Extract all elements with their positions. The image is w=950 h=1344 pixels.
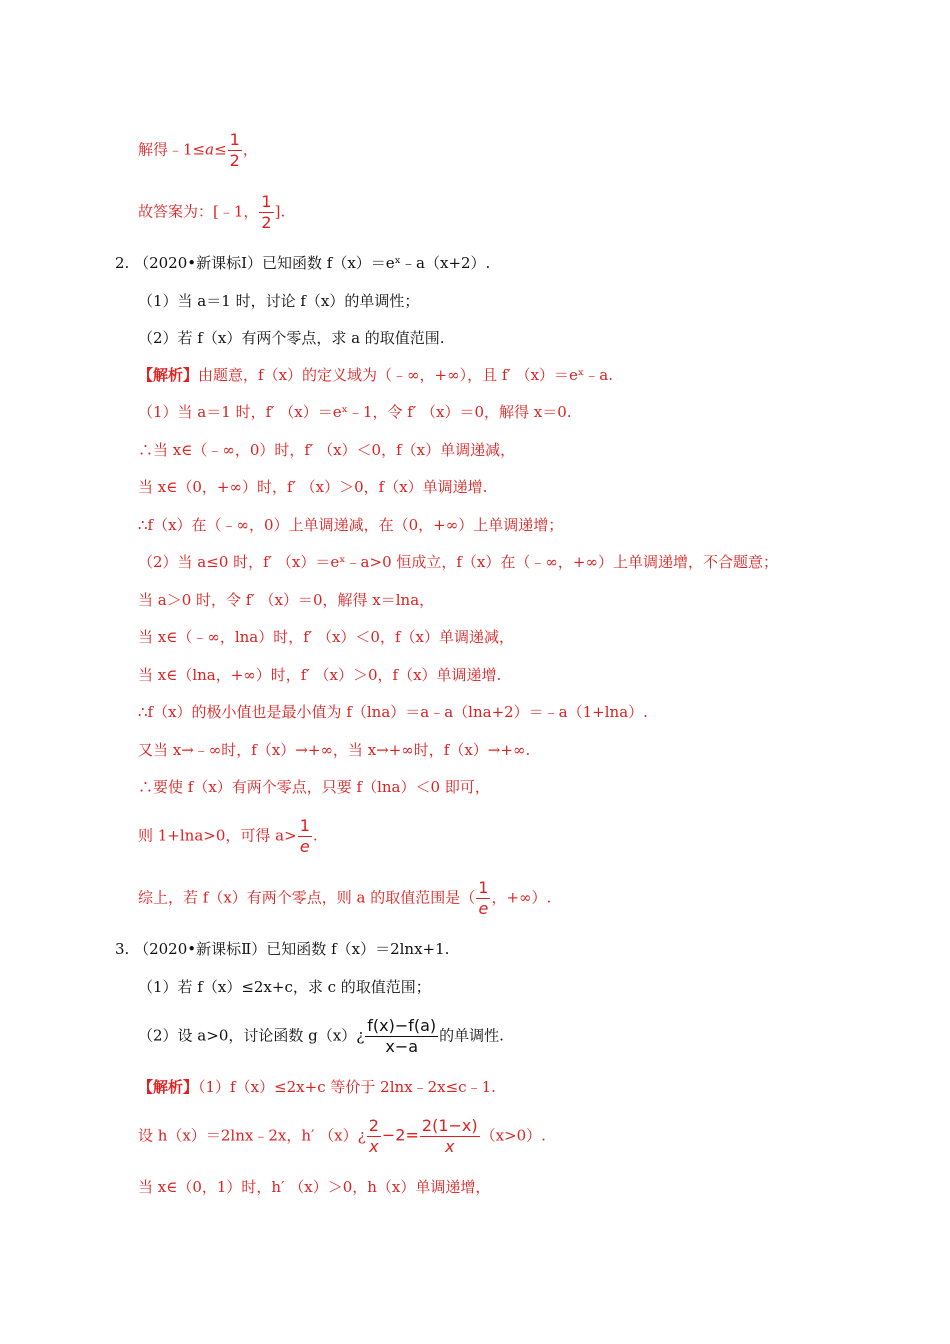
fraction xyxy=(476,878,490,919)
question-3-title: 3. （2020•新课标Ⅱ）已知函数 f（x）＝2lnx+1. xyxy=(115,940,450,958)
question-2-part-1: （1）当 a＝1 时，讨论 f（x）的单调性； xyxy=(138,292,420,310)
le-sign: ≤ xyxy=(214,140,227,159)
fraction xyxy=(298,816,312,857)
numerator: 2(1−x) xyxy=(421,1116,478,1135)
solution-line-14 xyxy=(138,878,551,919)
solution-tag: 【解析】 xyxy=(138,366,199,384)
solution-line-4: 当 x∈（0，+∞）时，f′ （x）＞0，f（x）单调递增. xyxy=(138,478,488,496)
text: ， xyxy=(242,140,258,159)
text: 的单调性. xyxy=(439,1026,504,1045)
text: （x>0）. xyxy=(480,1126,546,1145)
numerator: f(x)−f(a) xyxy=(367,1016,437,1035)
solution-3-line-3: 当 x∈（0，1）时，h′ （x）＞0，h（x）单调递增， xyxy=(138,1178,491,1196)
solution-line-6: （2）当 a≤0 时，f′ （x）＝eˣ﹣a>0 恒成立，f（x）在（﹣∞，+∞）上单调递增，不合题意； xyxy=(138,553,778,571)
solution-3-line-2 xyxy=(138,1116,546,1157)
denominator: 2 xyxy=(229,151,240,170)
text: 则 1+lna>0，可得 a> xyxy=(138,826,297,845)
denominator: e xyxy=(478,899,489,918)
text: 综上，若 f（x）有两个零点，则 a 的取值范围是（ xyxy=(138,888,476,907)
solution-line-12: ∴要使 f（x）有两个零点，只要 f（lna）＜0 即可， xyxy=(138,778,490,796)
denominator: x−a xyxy=(385,1037,419,1056)
text: （1）f（x）≤2x+c 等价于 2lnx﹣2x≤c﹣1. xyxy=(198,1078,496,1096)
denominator: e xyxy=(299,837,310,856)
text: 由题意，f（x）的定义域为（﹣∞，+∞），且 f′ （x）＝eˣ﹣a. xyxy=(198,366,613,384)
text: ]. xyxy=(274,202,286,221)
numerator: 1 xyxy=(261,192,272,211)
solution-line-2: （1）当 a＝1 时，f′ （x）＝eˣ﹣1，令 f′ （x）＝0，解得 x＝0. xyxy=(138,403,572,421)
fraction xyxy=(420,1116,480,1157)
fraction xyxy=(228,130,242,171)
numerator: 2 xyxy=(368,1116,379,1135)
text: （2）设 a>0，讨论函数 g（x）¿ xyxy=(138,1026,365,1045)
fraction xyxy=(367,1116,381,1157)
text: 解得﹣1≤ xyxy=(138,140,206,159)
var-a: a xyxy=(205,140,215,159)
numerator: 1 xyxy=(478,878,489,897)
solution-line-8: 当 x∈（﹣∞，lna）时，f′ （x）＜0，f（x）单调递减， xyxy=(138,628,514,646)
denominator: 2 xyxy=(261,213,272,232)
solution-tag: 【解析】 xyxy=(138,1078,199,1096)
solution-line-1 xyxy=(138,364,613,386)
question-2-title: 2. （2020•新课标Ⅰ）已知函数 f（x）＝eˣ﹣a（x+2）. xyxy=(115,254,491,272)
solution-3-line-1 xyxy=(138,1076,496,1098)
numerator: 1 xyxy=(229,130,240,149)
question-3-part-2 xyxy=(138,1016,504,1057)
fraction xyxy=(259,192,273,233)
text: 故答案为：[﹣1， xyxy=(138,202,259,221)
solution-line-9: 当 x∈（lna，+∞）时，f′ （x）＞0，f（x）单调递增. xyxy=(138,666,502,684)
solution-line-13 xyxy=(138,816,318,857)
solution-line-11: 又当 x→﹣∞时，f（x）→+∞，当 x→+∞时，f（x）→+∞. xyxy=(138,741,531,759)
fraction xyxy=(365,1016,438,1057)
denominator: x xyxy=(445,1137,455,1156)
question-2-part-2: （2）若 f（x）有两个零点，求 a 的取值范围. xyxy=(138,329,445,347)
text: 设 h（x）＝2lnx﹣2x，h′ （x）¿ xyxy=(138,1126,366,1145)
text: −2= xyxy=(381,1125,419,1145)
text: . xyxy=(312,826,318,845)
question-3-part-1: （1）若 f（x）≤2x+c，求 c 的取值范围； xyxy=(138,978,431,996)
solution-line-3: ∴当 x∈（﹣∞，0）时，f′ （x）＜0，f（x）单调递减， xyxy=(138,441,516,459)
solution-line-10: ∴f（x）的极小值也是最小值为 f（lna）＝a﹣a（lna+2）＝﹣a（1+lna）. xyxy=(138,703,648,721)
text: ，+∞）. xyxy=(491,888,552,907)
denominator: x xyxy=(369,1137,379,1156)
numerator: 1 xyxy=(299,816,310,835)
answer-line-1 xyxy=(138,130,258,171)
solution-line-7: 当 a＞0 时，令 f′ （x）＝0，解得 x＝lna， xyxy=(138,591,435,609)
solution-line-5: ∴f（x）在（﹣∞，0）上单调递减，在（0，+∞）上单调递增； xyxy=(138,516,564,534)
answer-line-2 xyxy=(138,192,285,233)
